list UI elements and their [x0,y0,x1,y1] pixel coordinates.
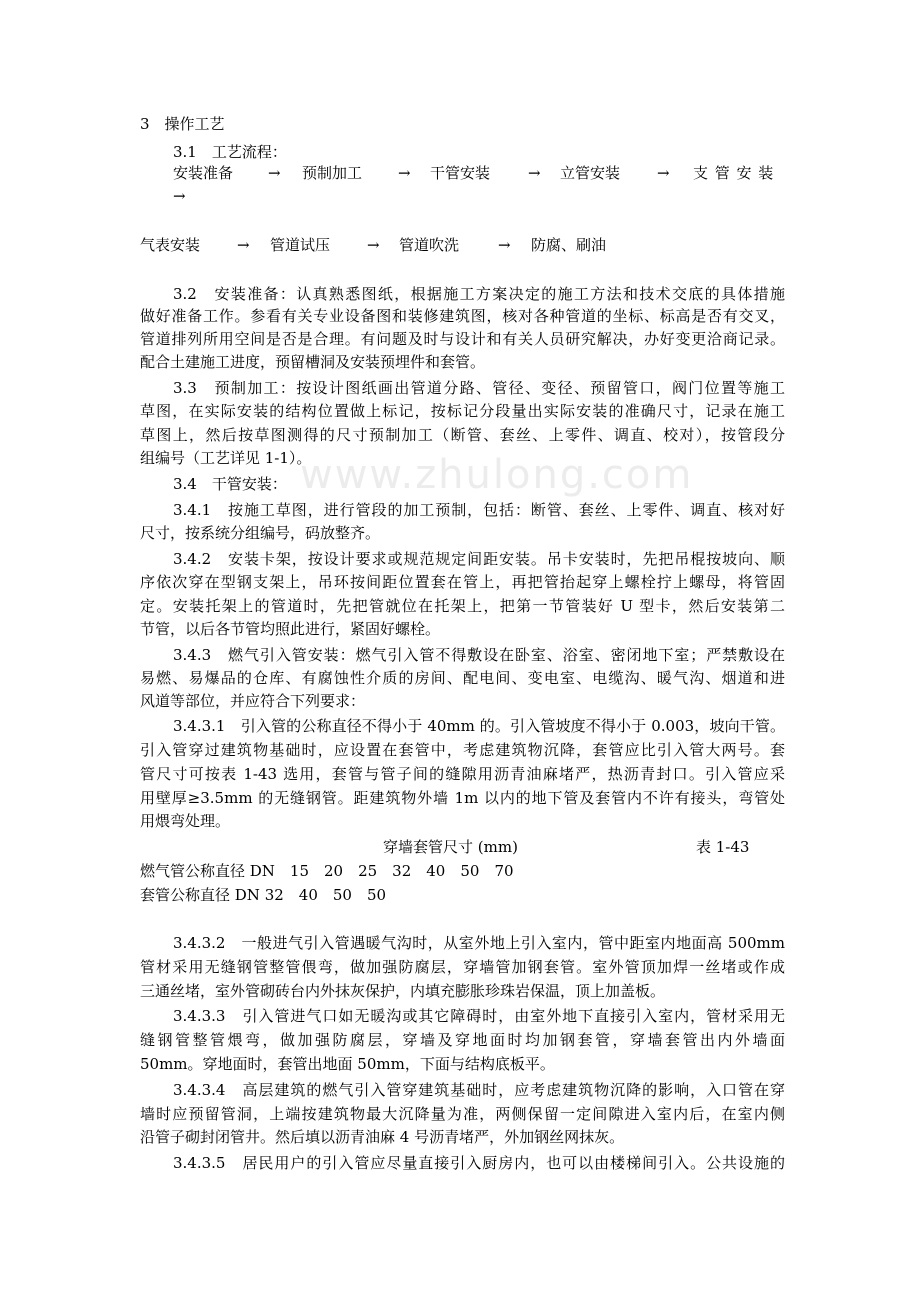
table-row: 燃气管公称直径 DN 15 20 25 32 40 50 70 [140,862,514,880]
flow-step-3: 干管安装 [430,164,491,182]
paragraph-line: 3.4.2 安装卡架，按设计要求或规范规定间距安装。吊卡安装时，先把吊棍按坡向、顺 [173,550,785,568]
paragraph-line: 3.4.3.4 高层建筑的燃气引入管穿建筑基础时，应考虑建筑物沉降的影响，入口管在穿 [173,1081,785,1099]
paragraph-line: 3.4.1 按施工草图，进行管段的加工预制，包括：断管、套丝、上零件、调直、核对好 [173,501,785,519]
paragraph-line: 节管，以后各节管均照此进行，紧固好螺栓。 [140,620,441,638]
paragraph-line: 缝钢管整管煨弯，做加强防腐层，穿墙及穿地面时均加钢套管，穿墙套管出内外墙面 [140,1031,785,1049]
flow-arrow: → [173,187,186,205]
paragraph-line: 3.3 预制加工：按设计图纸画出管道分路、管径、变径、预留管口，阀门位置等施工 [173,379,785,397]
flow-arrow: → [498,236,511,254]
paragraph-line: 做好准备工作。参看有关专业设备图和装修建筑图，核对各种管道的坐标、标高是否有交叉， [140,307,785,325]
flow-heading: 3.1 工艺流程： [173,143,287,161]
paragraph-line: 墙时应预留管洞，上端按建筑物最大沉降量为准，两侧保留一定间隙进入室内后，在室内侧 [140,1105,785,1123]
paragraph-line: 3.4.3.2 一般进气引入管遇暖气沟时，从室外地上引入室内，管中距室内地面高 500mm [173,934,785,952]
paragraph-line: 尺寸，按系统分组编号，码放整齐。 [140,524,381,542]
paragraph-line: 组编号（工艺详见 1-1）。 [140,449,312,467]
table-row: 套管公称直径 DN 32 40 50 50 [140,886,387,904]
paragraph-line: 用壁厚≥3.5mm 的无缝钢管。距建筑物外墙 1m 以内的地下管及套管内不许有接头，弯管处 [140,789,785,807]
paragraph-line: 草图，在实际安装的结构位置做上标记，按标记分段量出实际安装的准确尺寸，记录在施工 [140,402,785,420]
paragraph-line: 用煨弯处理。 [140,812,231,830]
paragraph-line: 3.4.3.1 引入管的公称直径不得小于 40mm 的。引入管坡度不得小于 0.003，坡向干管。 [173,717,785,735]
flow-step-4: 立管安装 [560,164,621,182]
paragraph-line: 草图上，然后按草图测得的尺寸预制加工（断管、套丝、上零件、调直、校对），按管段分 [140,426,785,444]
section-title: 3 操作工艺 [140,115,225,133]
flow-arrow: → [528,164,541,182]
flow-step-9: 防腐、刷油 [531,236,607,254]
paragraph-line: 引入管穿过建筑物基础时，应设置在套管中，考虑建筑物沉降，套管应比引入管大两号。套 [140,741,785,759]
flow-step-6: 气表安装 [140,236,201,254]
flow-step-1: 安装准备 [173,164,234,182]
paragraph-line: 沿管子砌封闭管井。然后填以沥青油麻 4 号沥青堵严，外加钢丝网抹灰。 [140,1128,625,1146]
paragraph-line: 配合土建施工进度，预留槽洞及安装预埋件和套管。 [140,353,486,371]
flow-arrow: → [268,164,281,182]
flow-arrow: → [237,236,250,254]
paragraph-line: 定。安装托架上的管道时，先把管就位在托架上，把第一节管装好 U 型卡，然后安装第二 [140,597,785,615]
flow-arrow: → [398,164,411,182]
paragraph-line: 管材采用无缝钢管整管偎弯，做加强防腐层，穿墙管加钢套管。室外管顶加焊一丝堵或作成 [140,958,785,976]
flow-arrow: → [367,236,380,254]
flow-step-7: 管道试压 [270,236,331,254]
watermark: www.zhulong.com [300,452,694,498]
paragraph-line: 风道等部位，并应符合下列要求： [140,692,366,710]
paragraph-line: 3.4.3 燃气引入管安装：燃气引入管不得敷设在卧室、浴室、密闭地下室；严禁敷设在 [173,646,785,664]
paragraph-line: 3.4.3.5 居民用户的引入管应尽量直接引入厨房内，也可以由楼梯间引入。公共设施的 [173,1154,785,1172]
paragraph-line: 50mm。穿地面时，套管出地面 50mm，下面与结构底板平。 [140,1055,555,1073]
paragraph-line: 管尺寸可按表 1-43 选用，套管与管子间的缝隙用沥青油麻堵严，热沥青封口。引入管应采 [140,765,785,783]
paragraph-line: 3.4.3.3 引入管进气口如无暖沟或其它障碍时，由室外地下直接引入室内，管材采用无 [173,1007,785,1025]
flow-step-2: 预制加工 [302,164,363,182]
paragraph-line: 序依次穿在型钢支架上，吊环按间距位置套在管上，再把管抬起穿上螺栓拧上螺母，将管固 [140,573,785,591]
paragraph-line: 管道排列所用空间是否是合理。有问题及时与设计和有关人员研究解决，办好变更洽商记录。 [140,330,785,348]
paragraph-line: 3.2 安装准备：认真熟悉图纸，根据施工方案决定的施工方法和技术交底的具体措施 [173,285,785,303]
table-caption: 穿墙套管尺寸 (mm) [383,838,518,856]
flow-arrow: → [657,164,670,182]
paragraph-line: 易燃、易爆品的仓库、有腐蚀性介质的房间、配电间、变电室、电缆沟、暖气沟、烟道和进 [140,669,785,687]
paragraph-line: 3.4 干管安装： [173,475,287,493]
table-number: 表 1-43 [696,838,750,856]
paragraph-line: 三通丝堵，室外管砌砖台内外抹灰保护，内填充膨胀珍珠岩保温，顶上加盖板。 [140,982,666,1000]
flow-step-8: 管道吹洗 [399,236,460,254]
flow-step-5: 支 管 安 装 [693,164,774,182]
